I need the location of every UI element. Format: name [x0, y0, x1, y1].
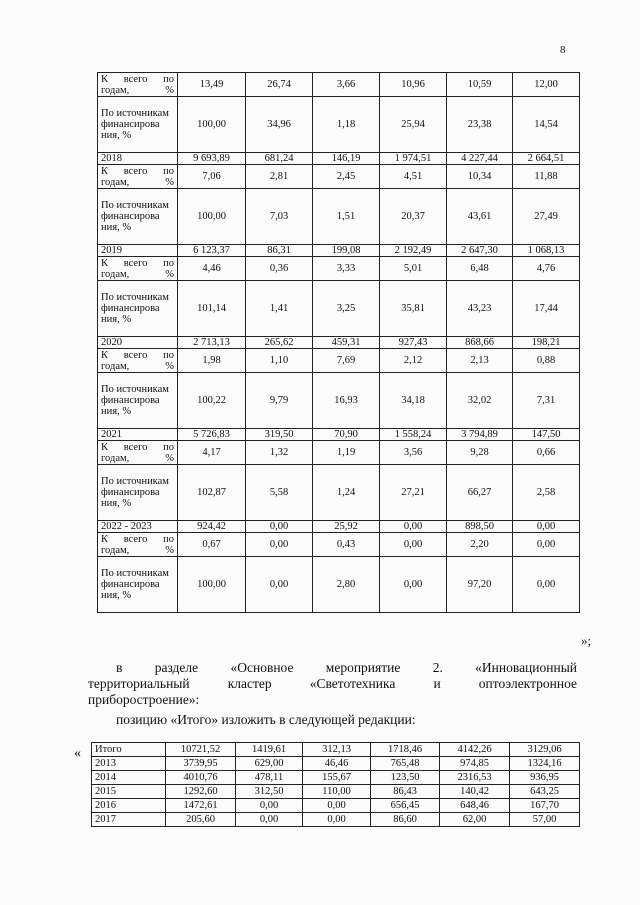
table-cell: 1,32 — [246, 441, 313, 465]
table-cell: 199,08 — [313, 245, 380, 257]
table-cell: 0,67 — [178, 533, 246, 557]
table-cell: 648,46 — [440, 799, 510, 813]
table-row — [98, 245, 580, 257]
table-cell: 10,59 — [447, 73, 513, 97]
table-cell: 974,85 — [440, 757, 510, 771]
table-cell: 4,51 — [380, 165, 447, 189]
table-row — [98, 429, 580, 441]
row-label: Итого — [92, 743, 166, 757]
table-cell: 0,36 — [246, 257, 313, 281]
table-cell: 0,88 — [513, 349, 580, 373]
table-cell: 9 693,89 — [178, 153, 246, 165]
table-row — [92, 813, 580, 827]
table-cell: 1 558,24 — [380, 429, 447, 441]
table-row — [92, 771, 580, 785]
table-cell: 12,00 — [513, 73, 580, 97]
table-cell: 0,00 — [236, 799, 303, 813]
table-cell: 2,80 — [313, 557, 380, 613]
table-cell: 1,41 — [246, 281, 313, 337]
table-row — [98, 521, 580, 533]
table-row — [98, 373, 580, 429]
table-cell: 765,48 — [371, 757, 440, 771]
table-row — [92, 743, 580, 757]
table-row — [92, 757, 580, 771]
table-cell: 478,11 — [236, 771, 303, 785]
table-cell: 0,00 — [246, 557, 313, 613]
row-label: По источникам финансирова ния, % — [98, 97, 178, 153]
table-cell: 1419,61 — [236, 743, 303, 757]
table-cell: 100,00 — [178, 557, 246, 613]
table-cell: 1718,46 — [371, 743, 440, 757]
table-cell: 5,01 — [380, 257, 447, 281]
row-label: По источникам финансирова ния, % — [98, 557, 178, 613]
row-label: К всего по годам, % — [98, 73, 178, 97]
table-cell: 25,92 — [313, 521, 380, 533]
table-cell: 2 664,51 — [513, 153, 580, 165]
table-cell: 4 227,44 — [447, 153, 513, 165]
table-cell: 1,98 — [178, 349, 246, 373]
table-cell: 1 974,51 — [380, 153, 447, 165]
table-cell: 11,88 — [513, 165, 580, 189]
table-row — [98, 441, 580, 465]
table-cell: 46,46 — [303, 757, 371, 771]
table-cell: 0,00 — [380, 557, 447, 613]
table-cell: 7,31 — [513, 373, 580, 429]
table-cell: 34,18 — [380, 373, 447, 429]
table-cell: 2,13 — [447, 349, 513, 373]
table-cell: 123,50 — [371, 771, 440, 785]
table-cell: 629,00 — [236, 757, 303, 771]
table-cell: 5 726,83 — [178, 429, 246, 441]
table-cell: 32,02 — [447, 373, 513, 429]
table-row — [92, 785, 580, 799]
table-cell: 3,25 — [313, 281, 380, 337]
table-cell: 936,95 — [510, 771, 580, 785]
table-cell: 27,21 — [380, 465, 447, 521]
table-cell: 6 123,37 — [178, 245, 246, 257]
table-cell: 1,18 — [313, 97, 380, 153]
table-cell: 86,43 — [371, 785, 440, 799]
table-cell: 2 192,49 — [380, 245, 447, 257]
table-cell: 198,21 — [513, 337, 580, 349]
table-cell: 312,13 — [303, 743, 371, 757]
table-row — [98, 153, 580, 165]
table-row — [92, 799, 580, 813]
table-cell: 7,06 — [178, 165, 246, 189]
table-row — [98, 281, 580, 337]
table-cell: 0,00 — [513, 521, 580, 533]
table-cell: 9,79 — [246, 373, 313, 429]
table-cell: 43,23 — [447, 281, 513, 337]
row-label: 2015 — [92, 785, 166, 799]
paragraph-cluster-name: территориальный кластер «Светотехника и оптоэлектронное — [88, 676, 577, 691]
row-label: По источникам финансирова ния, % — [98, 373, 178, 429]
table-cell: 3129,06 — [510, 743, 580, 757]
row-label: 2022 - 2023 — [98, 521, 178, 533]
table-cell: 0,66 — [513, 441, 580, 465]
table-cell: 101,14 — [178, 281, 246, 337]
row-label: К всего по годам, % — [98, 165, 178, 189]
table-cell: 86,60 — [371, 813, 440, 827]
table-cell: 927,43 — [380, 337, 447, 349]
table-cell: 3 794,89 — [447, 429, 513, 441]
table-cell: 656,45 — [371, 799, 440, 813]
row-label: 2021 — [98, 429, 178, 441]
row-label: 2016 — [92, 799, 166, 813]
table-cell: 26,74 — [246, 73, 313, 97]
table-row — [98, 97, 580, 153]
table-cell: 205,60 — [166, 813, 236, 827]
table-row — [98, 337, 580, 349]
table-cell: 0,00 — [513, 533, 580, 557]
row-label: По источникам финансирова ния, % — [98, 281, 178, 337]
table-cell: 0,43 — [313, 533, 380, 557]
table-cell: 13,49 — [178, 73, 246, 97]
opening-quote-mark: « — [74, 746, 81, 761]
table-cell: 0,00 — [246, 533, 313, 557]
row-label: К всего по годам, % — [98, 441, 178, 465]
row-label: 2017 — [92, 813, 166, 827]
table-cell: 10,34 — [447, 165, 513, 189]
table-cell: 4,46 — [178, 257, 246, 281]
table-cell: 868,66 — [447, 337, 513, 349]
funding-table-part1 — [97, 72, 580, 613]
table-row — [98, 189, 580, 245]
paragraph-instruction: позицию «Итого» изложить в следующей редакции: — [116, 712, 416, 727]
table-row — [98, 73, 580, 97]
table-cell: 25,94 — [380, 97, 447, 153]
table-cell: 1,24 — [313, 465, 380, 521]
table-cell: 2,58 — [513, 465, 580, 521]
table-cell: 57,00 — [510, 813, 580, 827]
table-cell: 62,00 — [440, 813, 510, 827]
row-label: 2018 — [98, 153, 178, 165]
table-cell: 0,00 — [246, 521, 313, 533]
table-cell: 16,93 — [313, 373, 380, 429]
table-cell: 100,22 — [178, 373, 246, 429]
table-cell: 2 647,30 — [447, 245, 513, 257]
table-cell: 6,48 — [447, 257, 513, 281]
table-cell: 10,96 — [380, 73, 447, 97]
table-cell: 0,00 — [303, 799, 371, 813]
table-cell: 100,00 — [178, 97, 246, 153]
table-cell: 312,50 — [236, 785, 303, 799]
table-cell: 1324,16 — [510, 757, 580, 771]
table-cell: 924,42 — [178, 521, 246, 533]
table-cell: 34,96 — [246, 97, 313, 153]
table-cell: 1,10 — [246, 349, 313, 373]
row-label: 2020 — [98, 337, 178, 349]
table-cell: 86,31 — [246, 245, 313, 257]
table-cell: 14,54 — [513, 97, 580, 153]
row-label: 2014 — [92, 771, 166, 785]
table-cell: 3,33 — [313, 257, 380, 281]
table-cell: 0,00 — [236, 813, 303, 827]
table-cell: 9,28 — [447, 441, 513, 465]
table-row — [98, 533, 580, 557]
table-cell: 0,00 — [380, 521, 447, 533]
row-label: К всего по годам, % — [98, 349, 178, 373]
table-cell: 4,17 — [178, 441, 246, 465]
row-label: 2019 — [98, 245, 178, 257]
table-cell: 2,12 — [380, 349, 447, 373]
table-cell: 7,03 — [246, 189, 313, 245]
table-cell: 3,66 — [313, 73, 380, 97]
table-cell: 7,69 — [313, 349, 380, 373]
closing-quote-mark: »; — [581, 633, 592, 648]
table-cell: 643,25 — [510, 785, 580, 799]
table-cell: 20,37 — [380, 189, 447, 245]
table-row — [98, 349, 580, 373]
table-cell: 110,00 — [303, 785, 371, 799]
table-cell: 97,20 — [447, 557, 513, 613]
table-cell: 1472,61 — [166, 799, 236, 813]
row-label: К всего по годам, % — [98, 257, 178, 281]
table-cell: 4010,76 — [166, 771, 236, 785]
table-cell: 2,20 — [447, 533, 513, 557]
row-label: По источникам финансирова ния, % — [98, 465, 178, 521]
table-cell: 898,50 — [447, 521, 513, 533]
table-row — [98, 465, 580, 521]
table-cell: 147,50 — [513, 429, 580, 441]
table-cell: 10721,52 — [166, 743, 236, 757]
table-cell: 100,00 — [178, 189, 246, 245]
table-cell: 2316,53 — [440, 771, 510, 785]
funding-table-total — [91, 742, 580, 827]
paragraph-section-intro: в разделе «Основное мероприятие 2. «Инновационный — [116, 660, 577, 675]
table-cell: 265,62 — [246, 337, 313, 349]
table-cell: 23,38 — [447, 97, 513, 153]
table-cell: 66,27 — [447, 465, 513, 521]
table-cell: 70,90 — [313, 429, 380, 441]
row-label: К всего по годам, % — [98, 533, 178, 557]
table-cell: 4,76 — [513, 257, 580, 281]
table-row — [98, 257, 580, 281]
table-cell: 2,81 — [246, 165, 313, 189]
table-cell: 319,50 — [246, 429, 313, 441]
table-cell: 0,00 — [380, 533, 447, 557]
table-cell: 2 713,13 — [178, 337, 246, 349]
table-cell: 1,19 — [313, 441, 380, 465]
table-cell: 681,24 — [246, 153, 313, 165]
table-cell: 167,70 — [510, 799, 580, 813]
table-cell: 5,58 — [246, 465, 313, 521]
table-cell: 1292,60 — [166, 785, 236, 799]
table-cell: 17,44 — [513, 281, 580, 337]
table-cell: 0,00 — [513, 557, 580, 613]
table-cell: 102,87 — [178, 465, 246, 521]
table-cell: 155,67 — [303, 771, 371, 785]
table-cell: 1 068,13 — [513, 245, 580, 257]
table-row — [98, 165, 580, 189]
table-cell: 43,61 — [447, 189, 513, 245]
page-number: 8 — [560, 44, 566, 56]
table-cell: 146,19 — [313, 153, 380, 165]
table-row — [98, 557, 580, 613]
table-cell: 1,51 — [313, 189, 380, 245]
table-cell: 35,81 — [380, 281, 447, 337]
table-cell: 3,56 — [380, 441, 447, 465]
row-label: По источникам финансирова ния, % — [98, 189, 178, 245]
table-cell: 27,49 — [513, 189, 580, 245]
table-cell: 3739,95 — [166, 757, 236, 771]
table-cell: 459,31 — [313, 337, 380, 349]
paragraph-cluster-name-end: приборостроение»: — [88, 692, 200, 707]
row-label: 2013 — [92, 757, 166, 771]
table-cell: 140,42 — [440, 785, 510, 799]
table-cell: 2,45 — [313, 165, 380, 189]
table-cell: 4142,26 — [440, 743, 510, 757]
table-cell: 0,00 — [303, 813, 371, 827]
